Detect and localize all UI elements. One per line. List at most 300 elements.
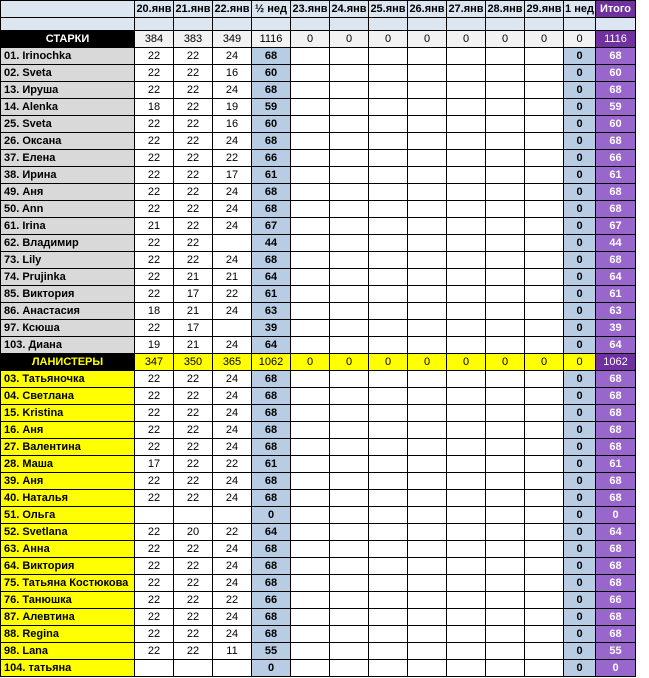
week-cell: 0	[564, 524, 596, 541]
day-cell	[447, 201, 486, 218]
day-cell	[486, 643, 525, 660]
day-cell	[447, 303, 486, 320]
day-cell	[408, 473, 447, 490]
day-cell	[447, 524, 486, 541]
day-cell	[447, 541, 486, 558]
day-cell: 22	[174, 133, 213, 150]
day-cell	[486, 371, 525, 388]
day-cell: 22	[174, 473, 213, 490]
day-cell	[408, 252, 447, 269]
member-row	[1, 303, 636, 320]
week-cell: 0	[564, 303, 596, 320]
total-cell: 39	[596, 320, 636, 337]
day-cell	[447, 660, 486, 677]
member-name: 26. Оксана	[1, 133, 135, 150]
day-cell: 22	[174, 643, 213, 660]
day-cell	[486, 558, 525, 575]
day-cell	[408, 48, 447, 65]
column-header: Итого	[596, 1, 636, 18]
day-cell	[447, 167, 486, 184]
day-cell	[447, 184, 486, 201]
total-cell: 63	[596, 303, 636, 320]
day-cell	[291, 201, 330, 218]
day-cell	[408, 592, 447, 609]
day-cell: 17	[174, 286, 213, 303]
day-cell: 22	[135, 252, 174, 269]
day-cell	[486, 592, 525, 609]
day-cell	[291, 524, 330, 541]
half-week-cell: 68	[252, 541, 291, 558]
member-name: 75. Татьяна Костюкова	[1, 575, 135, 592]
day-cell	[330, 541, 369, 558]
day-cell	[330, 201, 369, 218]
day-cell: 22	[174, 82, 213, 99]
header-row	[1, 1, 636, 18]
member-name: 25. Sveta	[1, 116, 135, 133]
day-cell	[291, 252, 330, 269]
day-cell	[408, 82, 447, 99]
day-cell	[486, 201, 525, 218]
day-cell	[408, 218, 447, 235]
day-cell	[408, 422, 447, 439]
day-cell	[408, 116, 447, 133]
day-cell: 18	[135, 99, 174, 116]
member-name: 28. Маша	[1, 456, 135, 473]
spacer-cell	[291, 18, 330, 31]
day-cell	[213, 660, 252, 677]
group-summary-cell: 0	[447, 31, 486, 48]
day-cell	[408, 405, 447, 422]
half-week-cell: 68	[252, 184, 291, 201]
half-week-cell: 67	[252, 218, 291, 235]
day-cell	[447, 558, 486, 575]
day-cell	[525, 252, 564, 269]
day-cell	[447, 82, 486, 99]
week-cell: 0	[564, 592, 596, 609]
week-cell: 0	[564, 269, 596, 286]
day-cell	[525, 643, 564, 660]
day-cell	[330, 252, 369, 269]
day-cell	[408, 167, 447, 184]
day-cell	[408, 439, 447, 456]
member-row	[1, 575, 636, 592]
member-row	[1, 252, 636, 269]
total-cell: 64	[596, 524, 636, 541]
day-cell	[408, 320, 447, 337]
day-cell	[447, 626, 486, 643]
day-cell	[447, 575, 486, 592]
day-cell	[291, 592, 330, 609]
week-cell: 0	[564, 490, 596, 507]
total-cell: 68	[596, 405, 636, 422]
day-cell	[447, 592, 486, 609]
day-cell: 24	[213, 490, 252, 507]
member-row	[1, 507, 636, 524]
day-cell: 21	[213, 269, 252, 286]
day-cell	[213, 507, 252, 524]
member-name: 50. Ann	[1, 201, 135, 218]
week-cell: 0	[564, 116, 596, 133]
day-cell	[291, 235, 330, 252]
member-name: 63. Анна	[1, 541, 135, 558]
day-cell	[291, 643, 330, 660]
group-summary-cell: 349	[213, 31, 252, 48]
group-summary-cell: 0	[291, 31, 330, 48]
member-name: 61. Irina	[1, 218, 135, 235]
day-cell	[330, 167, 369, 184]
member-row	[1, 116, 636, 133]
day-cell	[369, 133, 408, 150]
week-cell: 0	[564, 133, 596, 150]
day-cell: 22	[135, 643, 174, 660]
week-cell: 0	[564, 473, 596, 490]
day-cell	[330, 388, 369, 405]
spacer-cell	[564, 18, 596, 31]
day-cell	[447, 490, 486, 507]
total-cell: 68	[596, 388, 636, 405]
member-row	[1, 405, 636, 422]
day-cell	[408, 609, 447, 626]
day-cell: 22	[135, 558, 174, 575]
day-cell	[408, 626, 447, 643]
day-cell: 24	[213, 201, 252, 218]
day-cell	[369, 65, 408, 82]
day-cell	[447, 473, 486, 490]
day-cell	[447, 439, 486, 456]
group-summary-cell: 0	[330, 31, 369, 48]
group-summary-cell: 1116	[252, 31, 291, 48]
member-name: 27. Валентина	[1, 439, 135, 456]
week-cell: 0	[564, 201, 596, 218]
day-cell	[213, 235, 252, 252]
member-row	[1, 48, 636, 65]
day-cell	[486, 252, 525, 269]
member-row	[1, 133, 636, 150]
day-cell	[447, 48, 486, 65]
day-cell	[291, 439, 330, 456]
group-summary-row	[1, 31, 636, 48]
day-cell	[369, 184, 408, 201]
day-cell	[525, 184, 564, 201]
half-week-cell: 68	[252, 558, 291, 575]
group-summary-cell: 0	[486, 31, 525, 48]
group-summary-cell: 1116	[596, 31, 636, 48]
member-row	[1, 235, 636, 252]
day-cell: 22	[135, 269, 174, 286]
day-cell	[369, 626, 408, 643]
half-week-cell: 68	[252, 405, 291, 422]
week-cell: 0	[564, 82, 596, 99]
day-cell	[174, 507, 213, 524]
day-cell	[408, 660, 447, 677]
member-name: 98. Lana	[1, 643, 135, 660]
total-cell: 68	[596, 558, 636, 575]
day-cell	[369, 405, 408, 422]
day-cell	[525, 456, 564, 473]
day-cell: 22	[174, 150, 213, 167]
day-cell	[369, 439, 408, 456]
day-cell	[408, 286, 447, 303]
day-cell	[447, 643, 486, 660]
member-name: 40. Наталья	[1, 490, 135, 507]
member-row	[1, 490, 636, 507]
day-cell: 22	[174, 201, 213, 218]
column-header: 28.янв	[486, 1, 525, 18]
day-cell	[369, 48, 408, 65]
week-cell: 0	[564, 456, 596, 473]
day-cell	[525, 286, 564, 303]
day-cell: 24	[213, 184, 252, 201]
member-name: 14. Alenka	[1, 99, 135, 116]
day-cell	[486, 422, 525, 439]
day-cell	[330, 99, 369, 116]
total-cell: 64	[596, 337, 636, 354]
day-cell: 22	[135, 184, 174, 201]
half-week-cell: 55	[252, 643, 291, 660]
half-week-cell: 68	[252, 422, 291, 439]
total-cell: 68	[596, 609, 636, 626]
spacer-cell	[330, 18, 369, 31]
day-cell	[330, 320, 369, 337]
total-cell: 67	[596, 218, 636, 235]
member-row	[1, 167, 636, 184]
day-cell: 22	[135, 524, 174, 541]
day-cell	[525, 473, 564, 490]
day-cell	[486, 286, 525, 303]
day-cell	[291, 184, 330, 201]
day-cell	[408, 235, 447, 252]
half-week-cell: 68	[252, 371, 291, 388]
member-name: 73. Lily	[1, 252, 135, 269]
day-cell: 22	[174, 422, 213, 439]
member-name: 02. Sveta	[1, 65, 135, 82]
group-summary-cell: 0	[486, 354, 525, 371]
week-cell: 0	[564, 507, 596, 524]
day-cell	[369, 456, 408, 473]
day-cell	[486, 626, 525, 643]
day-cell: 22	[135, 320, 174, 337]
spacer-row	[1, 18, 636, 31]
day-cell	[369, 592, 408, 609]
day-cell	[369, 99, 408, 116]
day-cell: 22	[135, 575, 174, 592]
week-cell: 0	[564, 99, 596, 116]
day-cell: 22	[135, 541, 174, 558]
total-cell: 68	[596, 133, 636, 150]
day-cell: 22	[135, 609, 174, 626]
day-cell: 22	[213, 592, 252, 609]
day-cell: 19	[213, 99, 252, 116]
day-cell: 22	[174, 541, 213, 558]
day-cell: 22	[174, 167, 213, 184]
day-cell	[330, 558, 369, 575]
total-cell: 0	[596, 660, 636, 677]
day-cell	[486, 524, 525, 541]
week-cell: 0	[564, 65, 596, 82]
day-cell	[291, 116, 330, 133]
group-summary-cell: 0	[525, 31, 564, 48]
member-name: 62. Владимир	[1, 235, 135, 252]
day-cell	[330, 150, 369, 167]
day-cell	[486, 405, 525, 422]
day-cell	[447, 609, 486, 626]
half-week-cell: 68	[252, 48, 291, 65]
day-cell	[330, 507, 369, 524]
day-cell	[525, 99, 564, 116]
day-cell	[291, 269, 330, 286]
day-cell	[369, 558, 408, 575]
group-name: СТАРКИ	[1, 31, 135, 48]
total-cell: 55	[596, 643, 636, 660]
spacer-cell	[596, 18, 636, 31]
day-cell: 24	[213, 133, 252, 150]
member-name: 103. Диана	[1, 337, 135, 354]
day-cell	[291, 660, 330, 677]
day-cell	[486, 439, 525, 456]
member-name: 88. Regina	[1, 626, 135, 643]
day-cell	[369, 371, 408, 388]
day-cell: 22	[174, 592, 213, 609]
day-cell	[369, 609, 408, 626]
day-cell	[408, 507, 447, 524]
week-cell: 0	[564, 558, 596, 575]
member-name: 85. Виктория	[1, 286, 135, 303]
day-cell	[291, 48, 330, 65]
day-cell: 22	[135, 422, 174, 439]
day-cell: 22	[174, 626, 213, 643]
day-cell	[291, 303, 330, 320]
day-cell: 22	[135, 65, 174, 82]
day-cell	[525, 65, 564, 82]
member-row	[1, 320, 636, 337]
member-row	[1, 218, 636, 235]
half-week-cell: 60	[252, 65, 291, 82]
spacer-cell	[213, 18, 252, 31]
group-summary-cell: 0	[564, 31, 596, 48]
member-name: 13. Ируша	[1, 82, 135, 99]
day-cell: 22	[174, 456, 213, 473]
day-cell	[447, 320, 486, 337]
day-cell: 22	[174, 371, 213, 388]
day-cell: 22	[135, 626, 174, 643]
day-cell	[369, 82, 408, 99]
day-cell	[525, 439, 564, 456]
day-cell	[291, 320, 330, 337]
half-week-cell: 61	[252, 456, 291, 473]
day-cell	[486, 48, 525, 65]
member-row	[1, 82, 636, 99]
day-cell	[525, 150, 564, 167]
member-row	[1, 660, 636, 677]
member-row	[1, 184, 636, 201]
day-cell: 24	[213, 626, 252, 643]
member-name: 52. Svetlana	[1, 524, 135, 541]
day-cell: 22	[135, 235, 174, 252]
day-cell: 22	[174, 184, 213, 201]
day-cell	[369, 167, 408, 184]
week-cell: 0	[564, 643, 596, 660]
day-cell	[291, 456, 330, 473]
day-cell	[525, 524, 564, 541]
day-cell: 22	[135, 167, 174, 184]
day-cell	[486, 116, 525, 133]
day-cell	[486, 133, 525, 150]
day-cell	[330, 65, 369, 82]
spacer-cell	[525, 18, 564, 31]
member-row	[1, 456, 636, 473]
group-summary-cell: 384	[135, 31, 174, 48]
spacer-cell	[486, 18, 525, 31]
day-cell: 24	[213, 388, 252, 405]
member-name: 104. татьяна	[1, 660, 135, 677]
total-cell: 59	[596, 99, 636, 116]
day-cell: 21	[174, 337, 213, 354]
member-row	[1, 558, 636, 575]
day-cell	[486, 541, 525, 558]
day-cell	[330, 524, 369, 541]
half-week-cell: 68	[252, 133, 291, 150]
member-row	[1, 150, 636, 167]
day-cell: 22	[174, 575, 213, 592]
day-cell: 22	[135, 388, 174, 405]
half-week-cell: 61	[252, 167, 291, 184]
day-cell	[447, 116, 486, 133]
day-cell	[408, 490, 447, 507]
day-cell	[330, 439, 369, 456]
member-name: 87. Алевтина	[1, 609, 135, 626]
day-cell	[369, 235, 408, 252]
day-cell: 22	[135, 150, 174, 167]
day-cell: 22	[135, 439, 174, 456]
day-cell	[525, 320, 564, 337]
day-cell	[447, 218, 486, 235]
member-row	[1, 99, 636, 116]
week-cell: 0	[564, 167, 596, 184]
member-name: 74. Prujinka	[1, 269, 135, 286]
day-cell: 24	[213, 473, 252, 490]
day-cell: 22	[174, 99, 213, 116]
spacer-cell	[408, 18, 447, 31]
day-cell	[330, 490, 369, 507]
half-week-cell: 68	[252, 490, 291, 507]
half-week-cell: 64	[252, 524, 291, 541]
week-cell: 0	[564, 575, 596, 592]
member-row	[1, 609, 636, 626]
half-week-cell: 59	[252, 99, 291, 116]
day-cell	[447, 99, 486, 116]
week-cell: 0	[564, 235, 596, 252]
total-cell: 68	[596, 82, 636, 99]
half-week-cell: 68	[252, 626, 291, 643]
week-cell: 0	[564, 218, 596, 235]
half-week-cell: 39	[252, 320, 291, 337]
day-cell	[408, 269, 447, 286]
day-cell	[486, 473, 525, 490]
day-cell: 11	[213, 643, 252, 660]
group-summary-cell: 1062	[596, 354, 636, 371]
day-cell	[291, 337, 330, 354]
column-header: 29.янв	[525, 1, 564, 18]
day-cell	[291, 167, 330, 184]
day-cell: 22	[174, 116, 213, 133]
day-cell	[486, 218, 525, 235]
day-cell	[525, 609, 564, 626]
day-cell	[408, 558, 447, 575]
day-cell	[447, 65, 486, 82]
day-cell	[408, 184, 447, 201]
week-cell: 0	[564, 439, 596, 456]
member-name: 49. Аня	[1, 184, 135, 201]
